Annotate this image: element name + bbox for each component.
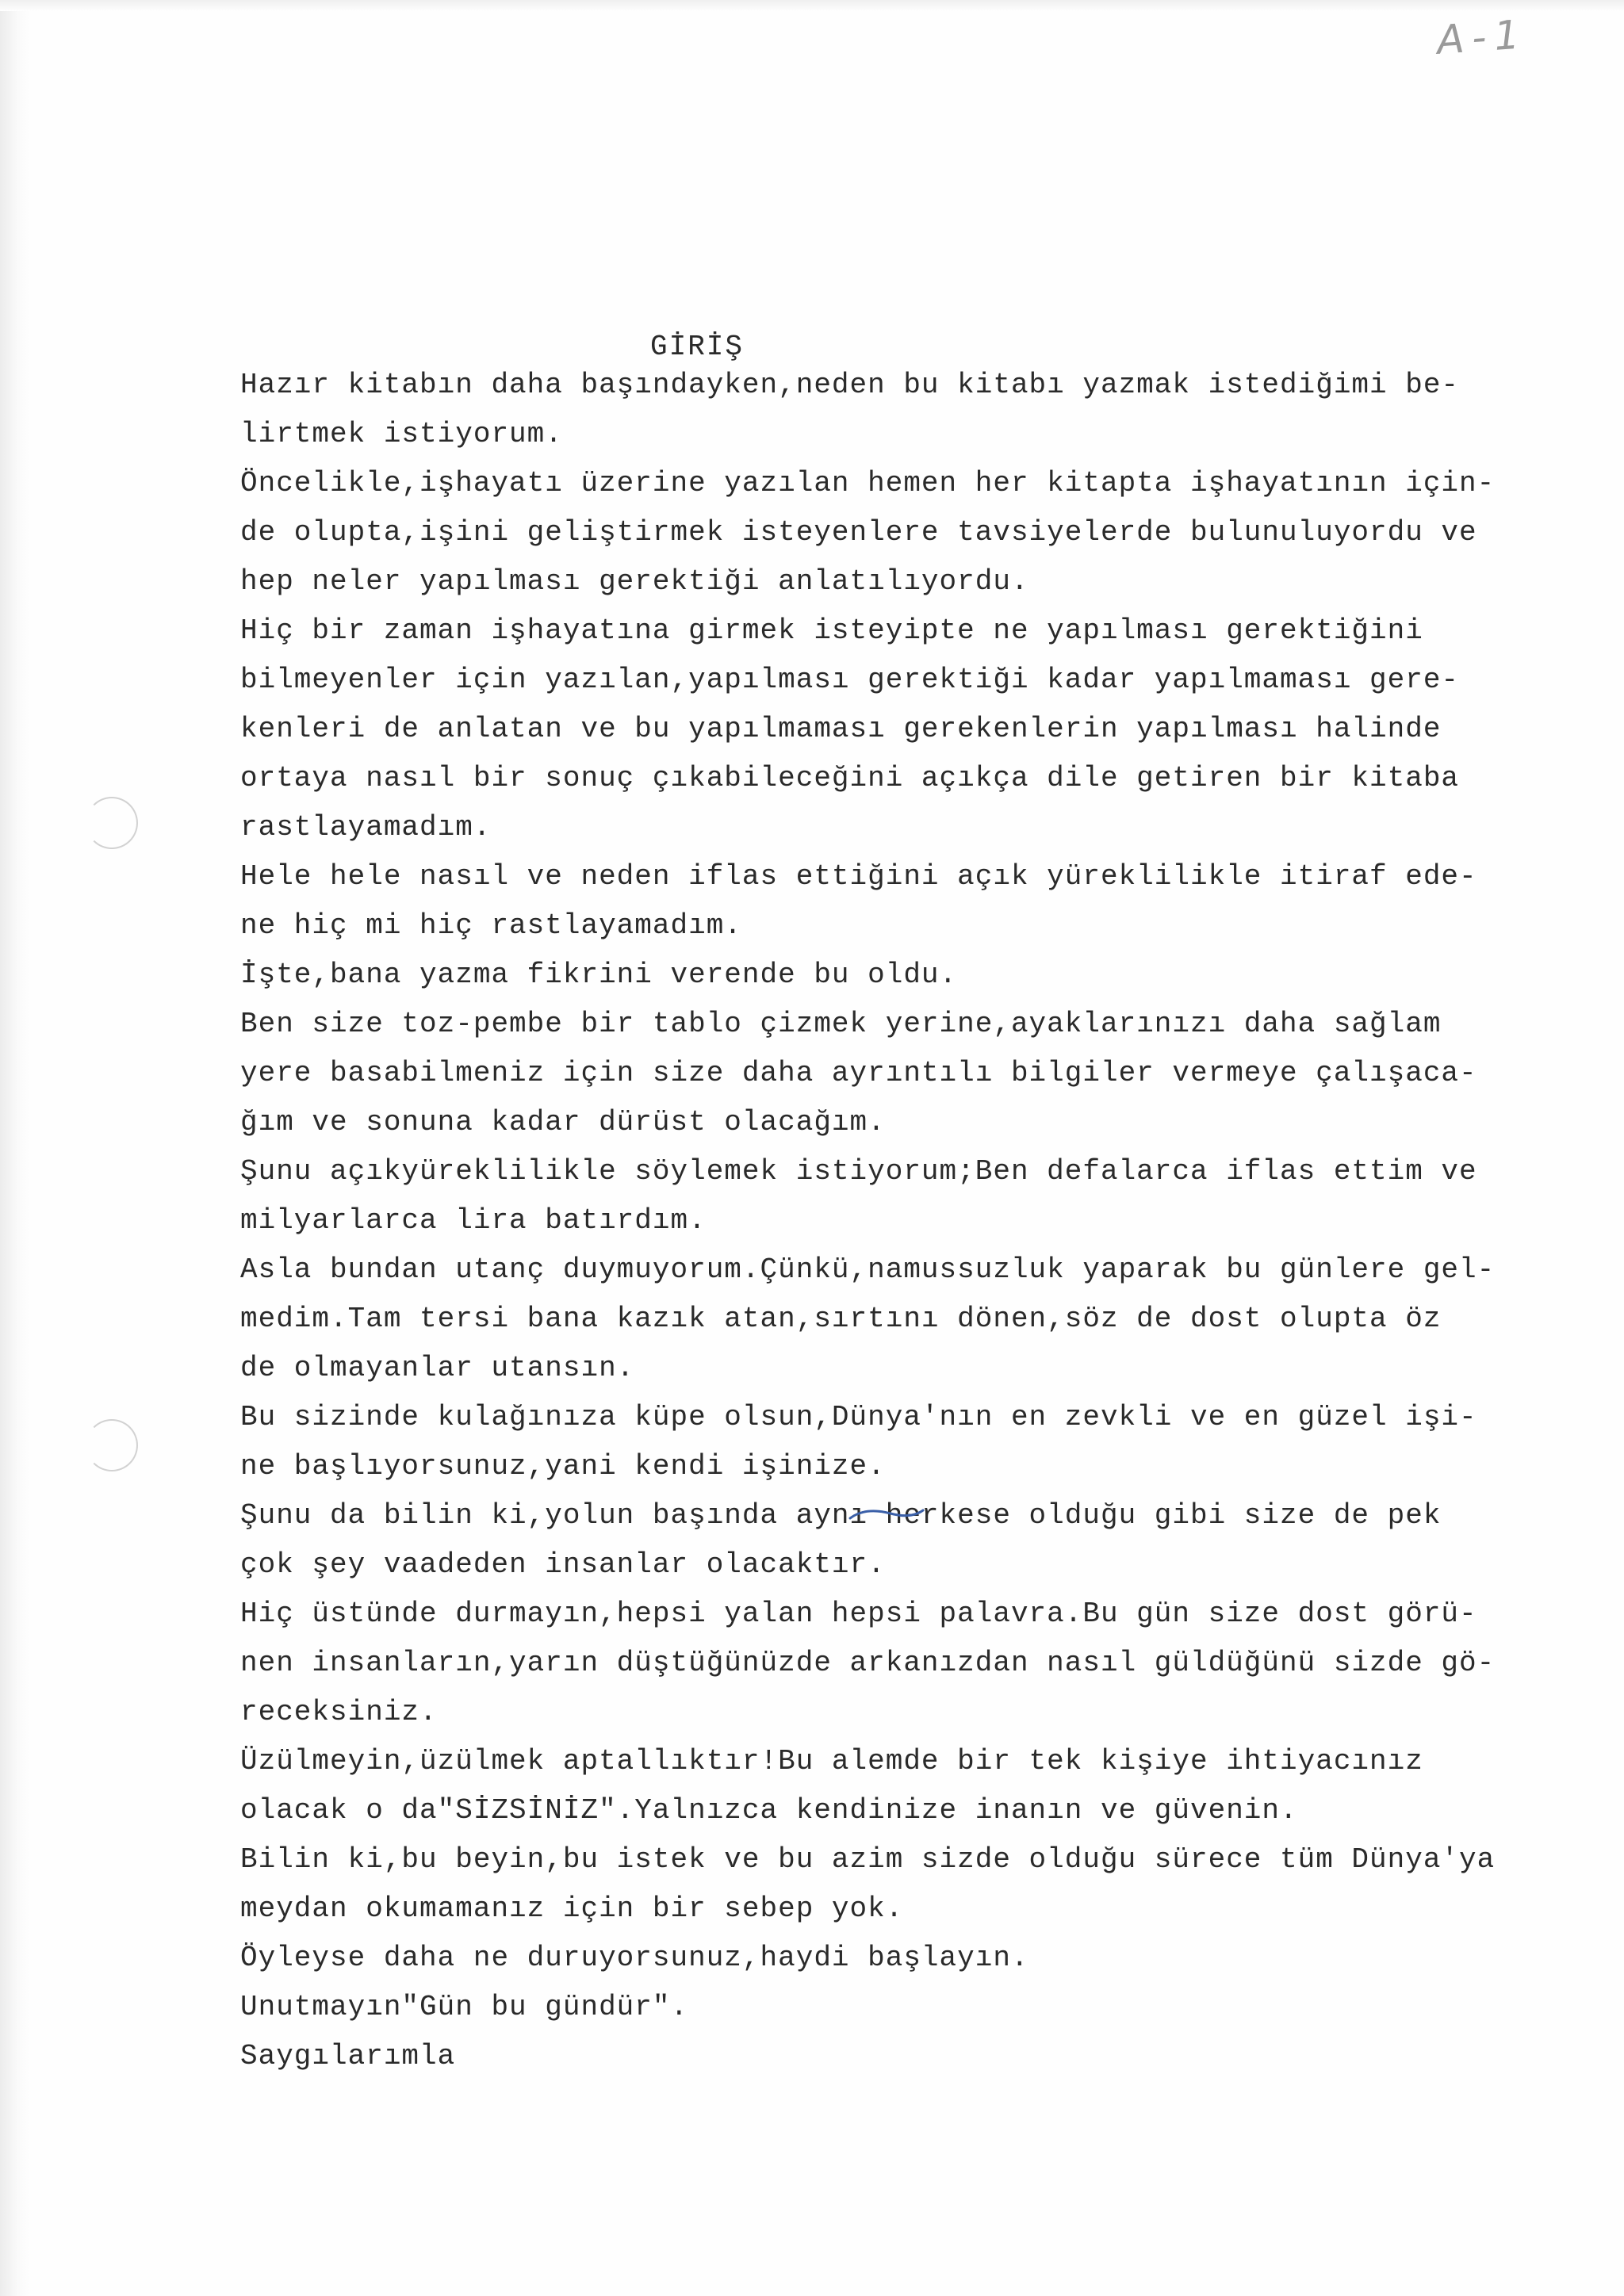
text-line: lirtmek istiyorum. bbox=[240, 418, 563, 450]
document-body bbox=[240, 361, 1620, 2081]
text-line: Bilin ki,bu beyin,bu istek ve bu azim sizde olduğu sürece tüm Dünya'ya bbox=[240, 1843, 1496, 1876]
text-line: Hiç üstünde durmayın,hepsi yalan hepsi palavra.Bu gün size dost görü- bbox=[240, 1598, 1477, 1630]
text-line: Bu sizinde kulağınıza küpe olsun,Dünya'nın en zevkli ve en güzel işi- bbox=[240, 1401, 1477, 1433]
text-line: Saygılarımla bbox=[240, 2040, 456, 2072]
text-line: receksiniz. bbox=[240, 1696, 438, 1728]
text-line: Şunu açıkyüreklilikle söylemek istiyorum;Ben defalarca iflas ettim ve bbox=[240, 1155, 1477, 1188]
text-line: İşte,bana yazma fikrini verende bu oldu. bbox=[240, 959, 958, 991]
text-line: nen insanların,yarın düştüğünüzde arkanızdan nasıl güldüğünü sizde gö- bbox=[240, 1647, 1496, 1679]
text-line: rastlayamadım. bbox=[240, 811, 492, 844]
text-line: kenleri de anlatan ve bu yapılmaması gerekenlerin yapılması halinde bbox=[240, 713, 1442, 745]
text-line: Üzülmeyin,üzülmek aptallıktır!Bu alemde bir tek kişiye ihtiyacınız bbox=[240, 1745, 1423, 1777]
punch-hole-mark bbox=[86, 797, 138, 849]
text-line: medim.Tam tersi bana kazık atan,sırtını dönen,söz de dost olupta öz bbox=[240, 1303, 1442, 1335]
text-line: Hele hele nasıl ve neden iflas ettiğini açık yüreklilikle itiraf ede- bbox=[240, 860, 1477, 893]
text-line: ğım ve sonuna kadar dürüst olacağım. bbox=[240, 1106, 886, 1138]
text-line: ne başlıyorsunuz,yani kendi işinize. bbox=[240, 1450, 886, 1483]
text-line: Unutmayın"Gün bu gündür". bbox=[240, 1991, 689, 2023]
text-line: ortaya nasıl bir sonuç çıkabileceğini açıkça dile getiren bir kitaba bbox=[240, 762, 1460, 794]
text-line: ne hiç mi hiç rastlayamadım. bbox=[240, 909, 742, 942]
text-line: bilmeyenler için yazılan,yapılması gerektiği kadar yapılmaması gere- bbox=[240, 664, 1460, 696]
page-top-edge-shadow bbox=[0, 0, 1624, 11]
text-line: Hiç bir zaman işhayatına girmek isteyipte ne yapılması gerektiğini bbox=[240, 614, 1423, 647]
text-line: yere basabilmeniz için size daha ayrıntılı bilgiler vermeye çalışaca- bbox=[240, 1057, 1477, 1089]
pen-correction-mark bbox=[847, 1502, 926, 1526]
text-line: Ben size toz-pembe bir tablo çizmek yerine,ayaklarınızı daha sağlam bbox=[240, 1008, 1442, 1040]
text-line: Hazır kitabın daha başındayken,neden bu kitabı yazmak istediğimi be- bbox=[240, 369, 1460, 401]
text-line: olacak o da"SİZSİNİZ".Yalnızca kendinize inanın ve güvenin. bbox=[240, 1794, 1298, 1827]
punch-hole-mark bbox=[86, 1419, 138, 1471]
text-line: Öncelikle,işhayatı üzerine yazılan hemen her kitapta işhayatının için- bbox=[240, 467, 1496, 499]
text-line: de olupta,işini geliştirmek isteyenlere tavsiyelerde bulunuluyordu ve bbox=[240, 516, 1477, 549]
text-line: hep neler yapılması gerektiği anlatılıyordu. bbox=[240, 565, 1029, 598]
handwritten-page-reference: A-1 bbox=[1435, 11, 1529, 63]
text-line: Öyleyse daha ne duruyorsunuz,haydi başlayın. bbox=[240, 1942, 1029, 1974]
text-line: milyarlarca lira batırdım. bbox=[240, 1204, 707, 1237]
text-line: Şunu da bilin ki,yolun başında aynı herkese olduğu gibi size de pek bbox=[240, 1499, 1442, 1532]
text-line: de olmayanlar utansın. bbox=[240, 1352, 635, 1384]
text-line: çok şey vaadeden insanlar olacaktır. bbox=[240, 1548, 886, 1581]
document-title: GİRİŞ bbox=[650, 331, 745, 363]
page-left-edge-shadow bbox=[0, 0, 30, 2296]
text-line: Asla bundan utanç duymuyorum.Çünkü,namussuzluk yaparak bu günlere gel- bbox=[240, 1253, 1496, 1286]
text-line: meydan okumamanız için bir sebep yok. bbox=[240, 1892, 904, 1925]
